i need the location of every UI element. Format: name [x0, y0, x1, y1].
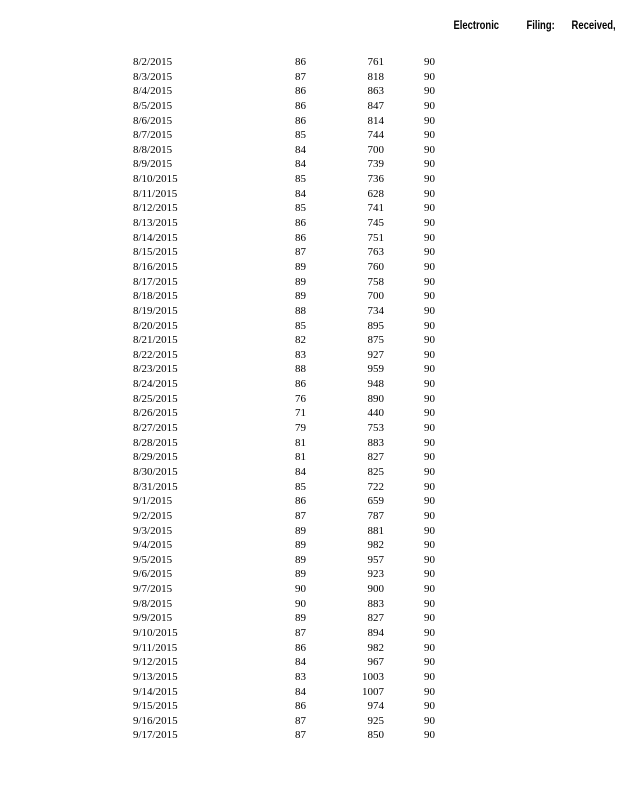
value-b-cell: 825	[367, 465, 384, 478]
table-row	[0, 143, 618, 158]
date-cell: 8/16/2015	[133, 260, 178, 273]
value-b-cell: 982	[367, 641, 384, 654]
table-row	[0, 567, 618, 582]
value-c-cell: 90	[424, 465, 435, 478]
date-cell: 8/31/2015	[133, 480, 178, 493]
value-a-cell: 85	[295, 129, 306, 142]
table-row	[0, 611, 618, 626]
value-b-cell: 1003	[362, 670, 384, 683]
date-cell: 9/17/2015	[133, 729, 178, 742]
value-b-cell: 883	[367, 436, 384, 449]
date-cell: 9/11/2015	[133, 641, 178, 654]
value-a-cell: 87	[295, 509, 306, 522]
table-row	[0, 289, 618, 304]
value-b-cell: 760	[367, 260, 384, 273]
value-a-cell: 83	[295, 348, 306, 361]
value-c-cell: 90	[424, 99, 435, 112]
table-row	[0, 553, 618, 568]
value-b-cell: 763	[367, 246, 384, 259]
value-b-cell: 700	[367, 290, 384, 303]
date-cell: 8/28/2015	[133, 436, 178, 449]
table-row	[0, 626, 618, 641]
value-c-cell: 90	[424, 378, 435, 391]
table-row	[0, 55, 618, 70]
date-cell: 8/8/2015	[133, 143, 173, 156]
date-cell: 9/15/2015	[133, 700, 178, 713]
header-filing: Filing:	[526, 20, 555, 32]
value-b-cell: 982	[367, 539, 384, 552]
value-b-cell: 753	[367, 422, 384, 435]
table-row	[0, 348, 618, 363]
value-a-cell: 89	[295, 612, 306, 625]
value-c-cell: 90	[424, 143, 435, 156]
value-c-cell: 90	[424, 85, 435, 98]
date-cell: 8/9/2015	[133, 158, 173, 171]
value-a-cell: 90	[295, 597, 306, 610]
value-c-cell: 90	[424, 714, 435, 727]
value-b-cell: 850	[367, 729, 384, 742]
value-c-cell: 90	[424, 597, 435, 610]
value-b-cell: 863	[367, 85, 384, 98]
value-b-cell: 894	[367, 626, 384, 639]
data-table	[0, 55, 618, 743]
value-c-cell: 90	[424, 70, 435, 83]
value-a-cell: 83	[295, 670, 306, 683]
header-received: Received,	[571, 20, 616, 32]
table-row	[0, 421, 618, 436]
value-c-cell: 90	[424, 451, 435, 464]
value-a-cell: 76	[295, 392, 306, 405]
value-b-cell: 736	[367, 173, 384, 186]
date-cell: 9/3/2015	[133, 524, 173, 537]
value-b-cell: 827	[367, 612, 384, 625]
date-cell: 8/27/2015	[133, 422, 178, 435]
value-b-cell: 814	[367, 114, 384, 127]
value-a-cell: 81	[295, 436, 306, 449]
date-cell: 8/25/2015	[133, 392, 178, 405]
value-a-cell: 86	[295, 495, 306, 508]
value-b-cell: 974	[367, 700, 384, 713]
table-row	[0, 172, 618, 187]
date-cell: 9/16/2015	[133, 714, 178, 727]
table-row	[0, 538, 618, 553]
table-row	[0, 436, 618, 451]
value-c-cell: 90	[424, 539, 435, 552]
value-a-cell: 82	[295, 334, 306, 347]
value-b-cell: 881	[367, 524, 384, 537]
value-b-cell: 925	[367, 714, 384, 727]
value-a-cell: 88	[295, 304, 306, 317]
table-row	[0, 70, 618, 85]
date-cell: 8/12/2015	[133, 202, 178, 215]
value-c-cell: 90	[424, 700, 435, 713]
value-b-cell: 900	[367, 583, 384, 596]
table-row	[0, 465, 618, 480]
value-c-cell: 90	[424, 260, 435, 273]
value-a-cell: 86	[295, 114, 306, 127]
value-b-cell: 895	[367, 319, 384, 332]
value-b-cell: 440	[367, 407, 384, 420]
value-c-cell: 90	[424, 246, 435, 259]
value-b-cell: 959	[367, 363, 384, 376]
value-a-cell: 87	[295, 246, 306, 259]
value-c-cell: 90	[424, 641, 435, 654]
table-row	[0, 362, 618, 377]
date-cell: 9/9/2015	[133, 612, 173, 625]
date-cell: 8/3/2015	[133, 70, 173, 83]
date-cell: 9/10/2015	[133, 626, 178, 639]
date-cell: 9/7/2015	[133, 583, 173, 596]
date-cell: 8/4/2015	[133, 85, 173, 98]
table-row	[0, 304, 618, 319]
value-a-cell: 86	[295, 85, 306, 98]
value-b-cell: 827	[367, 451, 384, 464]
table-row	[0, 670, 618, 685]
table-row	[0, 728, 618, 743]
value-a-cell: 84	[295, 685, 306, 698]
value-a-cell: 84	[295, 187, 306, 200]
table-row	[0, 377, 618, 392]
value-a-cell: 89	[295, 568, 306, 581]
value-a-cell: 89	[295, 553, 306, 566]
value-b-cell: 659	[367, 495, 384, 508]
value-c-cell: 90	[424, 290, 435, 303]
value-a-cell: 89	[295, 275, 306, 288]
value-b-cell: 875	[367, 334, 384, 347]
value-b-cell: 758	[367, 275, 384, 288]
date-cell: 8/29/2015	[133, 451, 178, 464]
page-header	[0, 20, 616, 36]
table-row	[0, 216, 618, 231]
value-a-cell: 71	[295, 407, 306, 420]
value-c-cell: 90	[424, 729, 435, 742]
table-row	[0, 450, 618, 465]
table-row	[0, 319, 618, 334]
date-cell: 8/24/2015	[133, 378, 178, 391]
date-cell: 8/2/2015	[133, 56, 173, 68]
value-c-cell: 90	[424, 670, 435, 683]
value-a-cell: 86	[295, 99, 306, 112]
date-cell: 9/6/2015	[133, 568, 173, 581]
table-row	[0, 84, 618, 99]
value-c-cell: 90	[424, 231, 435, 244]
value-b-cell: 883	[367, 597, 384, 610]
value-c-cell: 90	[424, 348, 435, 361]
value-a-cell: 87	[295, 714, 306, 727]
date-cell: 9/13/2015	[133, 670, 178, 683]
value-c-cell: 90	[424, 217, 435, 230]
table-row	[0, 231, 618, 246]
table-row	[0, 114, 618, 129]
table-row	[0, 275, 618, 290]
value-b-cell: 722	[367, 480, 384, 493]
value-a-cell: 84	[295, 656, 306, 669]
value-c-cell: 90	[424, 202, 435, 215]
value-c-cell: 90	[424, 422, 435, 435]
date-cell: 8/13/2015	[133, 217, 178, 230]
value-a-cell: 86	[295, 378, 306, 391]
table-row	[0, 260, 618, 275]
table-row	[0, 582, 618, 597]
table-row	[0, 157, 618, 172]
value-c-cell: 90	[424, 524, 435, 537]
table-row	[0, 655, 618, 670]
table-row	[0, 597, 618, 612]
value-a-cell: 89	[295, 260, 306, 273]
value-b-cell: 948	[367, 378, 384, 391]
date-cell: 8/30/2015	[133, 465, 178, 478]
value-b-cell: 628	[367, 187, 384, 200]
date-cell: 8/10/2015	[133, 173, 178, 186]
table-row	[0, 406, 618, 421]
date-cell: 8/7/2015	[133, 129, 173, 142]
value-b-cell: 890	[367, 392, 384, 405]
date-cell: 8/15/2015	[133, 246, 178, 259]
date-cell: 9/5/2015	[133, 553, 173, 566]
value-c-cell: 90	[424, 495, 435, 508]
value-c-cell: 90	[424, 407, 435, 420]
value-b-cell: 761	[367, 56, 384, 68]
date-cell: 8/19/2015	[133, 304, 178, 317]
date-cell: 9/12/2015	[133, 656, 178, 669]
value-c-cell: 90	[424, 334, 435, 347]
value-c-cell: 90	[424, 129, 435, 142]
value-a-cell: 79	[295, 422, 306, 435]
table-row	[0, 714, 618, 729]
date-cell: 8/26/2015	[133, 407, 178, 420]
value-c-cell: 90	[424, 173, 435, 186]
table-row	[0, 128, 618, 143]
date-cell: 8/20/2015	[133, 319, 178, 332]
value-c-cell: 90	[424, 363, 435, 376]
value-c-cell: 90	[424, 612, 435, 625]
table-row	[0, 494, 618, 509]
table-row	[0, 685, 618, 700]
value-a-cell: 87	[295, 626, 306, 639]
table-row	[0, 524, 618, 539]
value-a-cell: 86	[295, 700, 306, 713]
value-c-cell: 90	[424, 509, 435, 522]
value-c-cell: 90	[424, 56, 435, 68]
date-cell: 8/11/2015	[133, 187, 178, 200]
value-b-cell: 744	[367, 129, 384, 142]
value-b-cell: 787	[367, 509, 384, 522]
table-row	[0, 699, 618, 714]
value-a-cell: 84	[295, 143, 306, 156]
value-a-cell: 87	[295, 729, 306, 742]
value-a-cell: 86	[295, 56, 306, 68]
value-a-cell: 85	[295, 202, 306, 215]
value-c-cell: 90	[424, 583, 435, 596]
date-cell: 9/8/2015	[133, 597, 173, 610]
table-row	[0, 187, 618, 202]
date-cell: 9/14/2015	[133, 685, 178, 698]
value-a-cell: 86	[295, 641, 306, 654]
date-cell: 8/6/2015	[133, 114, 173, 127]
value-c-cell: 90	[424, 685, 435, 698]
value-b-cell: 700	[367, 143, 384, 156]
value-a-cell: 86	[295, 217, 306, 230]
value-c-cell: 90	[424, 392, 435, 405]
date-cell: 9/2/2015	[133, 509, 173, 522]
value-c-cell: 90	[424, 656, 435, 669]
date-cell: 8/17/2015	[133, 275, 178, 288]
value-b-cell: 923	[367, 568, 384, 581]
table-row	[0, 641, 618, 656]
value-c-cell: 90	[424, 480, 435, 493]
value-c-cell: 90	[424, 568, 435, 581]
date-cell: 8/23/2015	[133, 363, 178, 376]
date-cell: 8/18/2015	[133, 290, 178, 303]
header-electronic: Electronic	[453, 20, 500, 32]
table-row	[0, 333, 618, 348]
value-a-cell: 85	[295, 319, 306, 332]
value-c-cell: 90	[424, 187, 435, 200]
value-b-cell: 734	[367, 304, 384, 317]
date-cell: 8/22/2015	[133, 348, 178, 361]
table-row	[0, 392, 618, 407]
value-a-cell: 89	[295, 524, 306, 537]
table-row	[0, 201, 618, 216]
value-c-cell: 90	[424, 436, 435, 449]
value-b-cell: 927	[367, 348, 384, 361]
value-c-cell: 90	[424, 319, 435, 332]
value-a-cell: 81	[295, 451, 306, 464]
value-b-cell: 739	[367, 158, 384, 171]
date-cell: 8/14/2015	[133, 231, 178, 244]
value-a-cell: 84	[295, 158, 306, 171]
table-row	[0, 245, 618, 260]
value-b-cell: 1007	[362, 685, 384, 698]
value-b-cell: 751	[367, 231, 384, 244]
value-b-cell: 967	[367, 656, 384, 669]
value-b-cell: 957	[367, 553, 384, 566]
value-a-cell: 84	[295, 465, 306, 478]
value-c-cell: 90	[424, 304, 435, 317]
date-cell: 9/1/2015	[133, 495, 173, 508]
value-c-cell: 90	[424, 158, 435, 171]
value-a-cell: 85	[295, 173, 306, 186]
table-row	[0, 509, 618, 524]
value-a-cell: 89	[295, 539, 306, 552]
value-c-cell: 90	[424, 553, 435, 566]
date-cell: 8/21/2015	[133, 334, 178, 347]
table-row	[0, 480, 618, 495]
value-a-cell: 85	[295, 480, 306, 493]
date-cell: 9/4/2015	[133, 539, 173, 552]
value-a-cell: 86	[295, 231, 306, 244]
value-a-cell: 88	[295, 363, 306, 376]
value-c-cell: 90	[424, 114, 435, 127]
table-row	[0, 99, 618, 114]
value-b-cell: 741	[367, 202, 384, 215]
value-c-cell: 90	[424, 626, 435, 639]
date-cell: 8/5/2015	[133, 99, 173, 112]
value-b-cell: 847	[367, 99, 384, 112]
value-a-cell: 87	[295, 70, 306, 83]
value-c-cell: 90	[424, 275, 435, 288]
value-b-cell: 818	[367, 70, 384, 83]
value-a-cell: 90	[295, 583, 306, 596]
value-a-cell: 89	[295, 290, 306, 303]
value-b-cell: 745	[367, 217, 384, 230]
